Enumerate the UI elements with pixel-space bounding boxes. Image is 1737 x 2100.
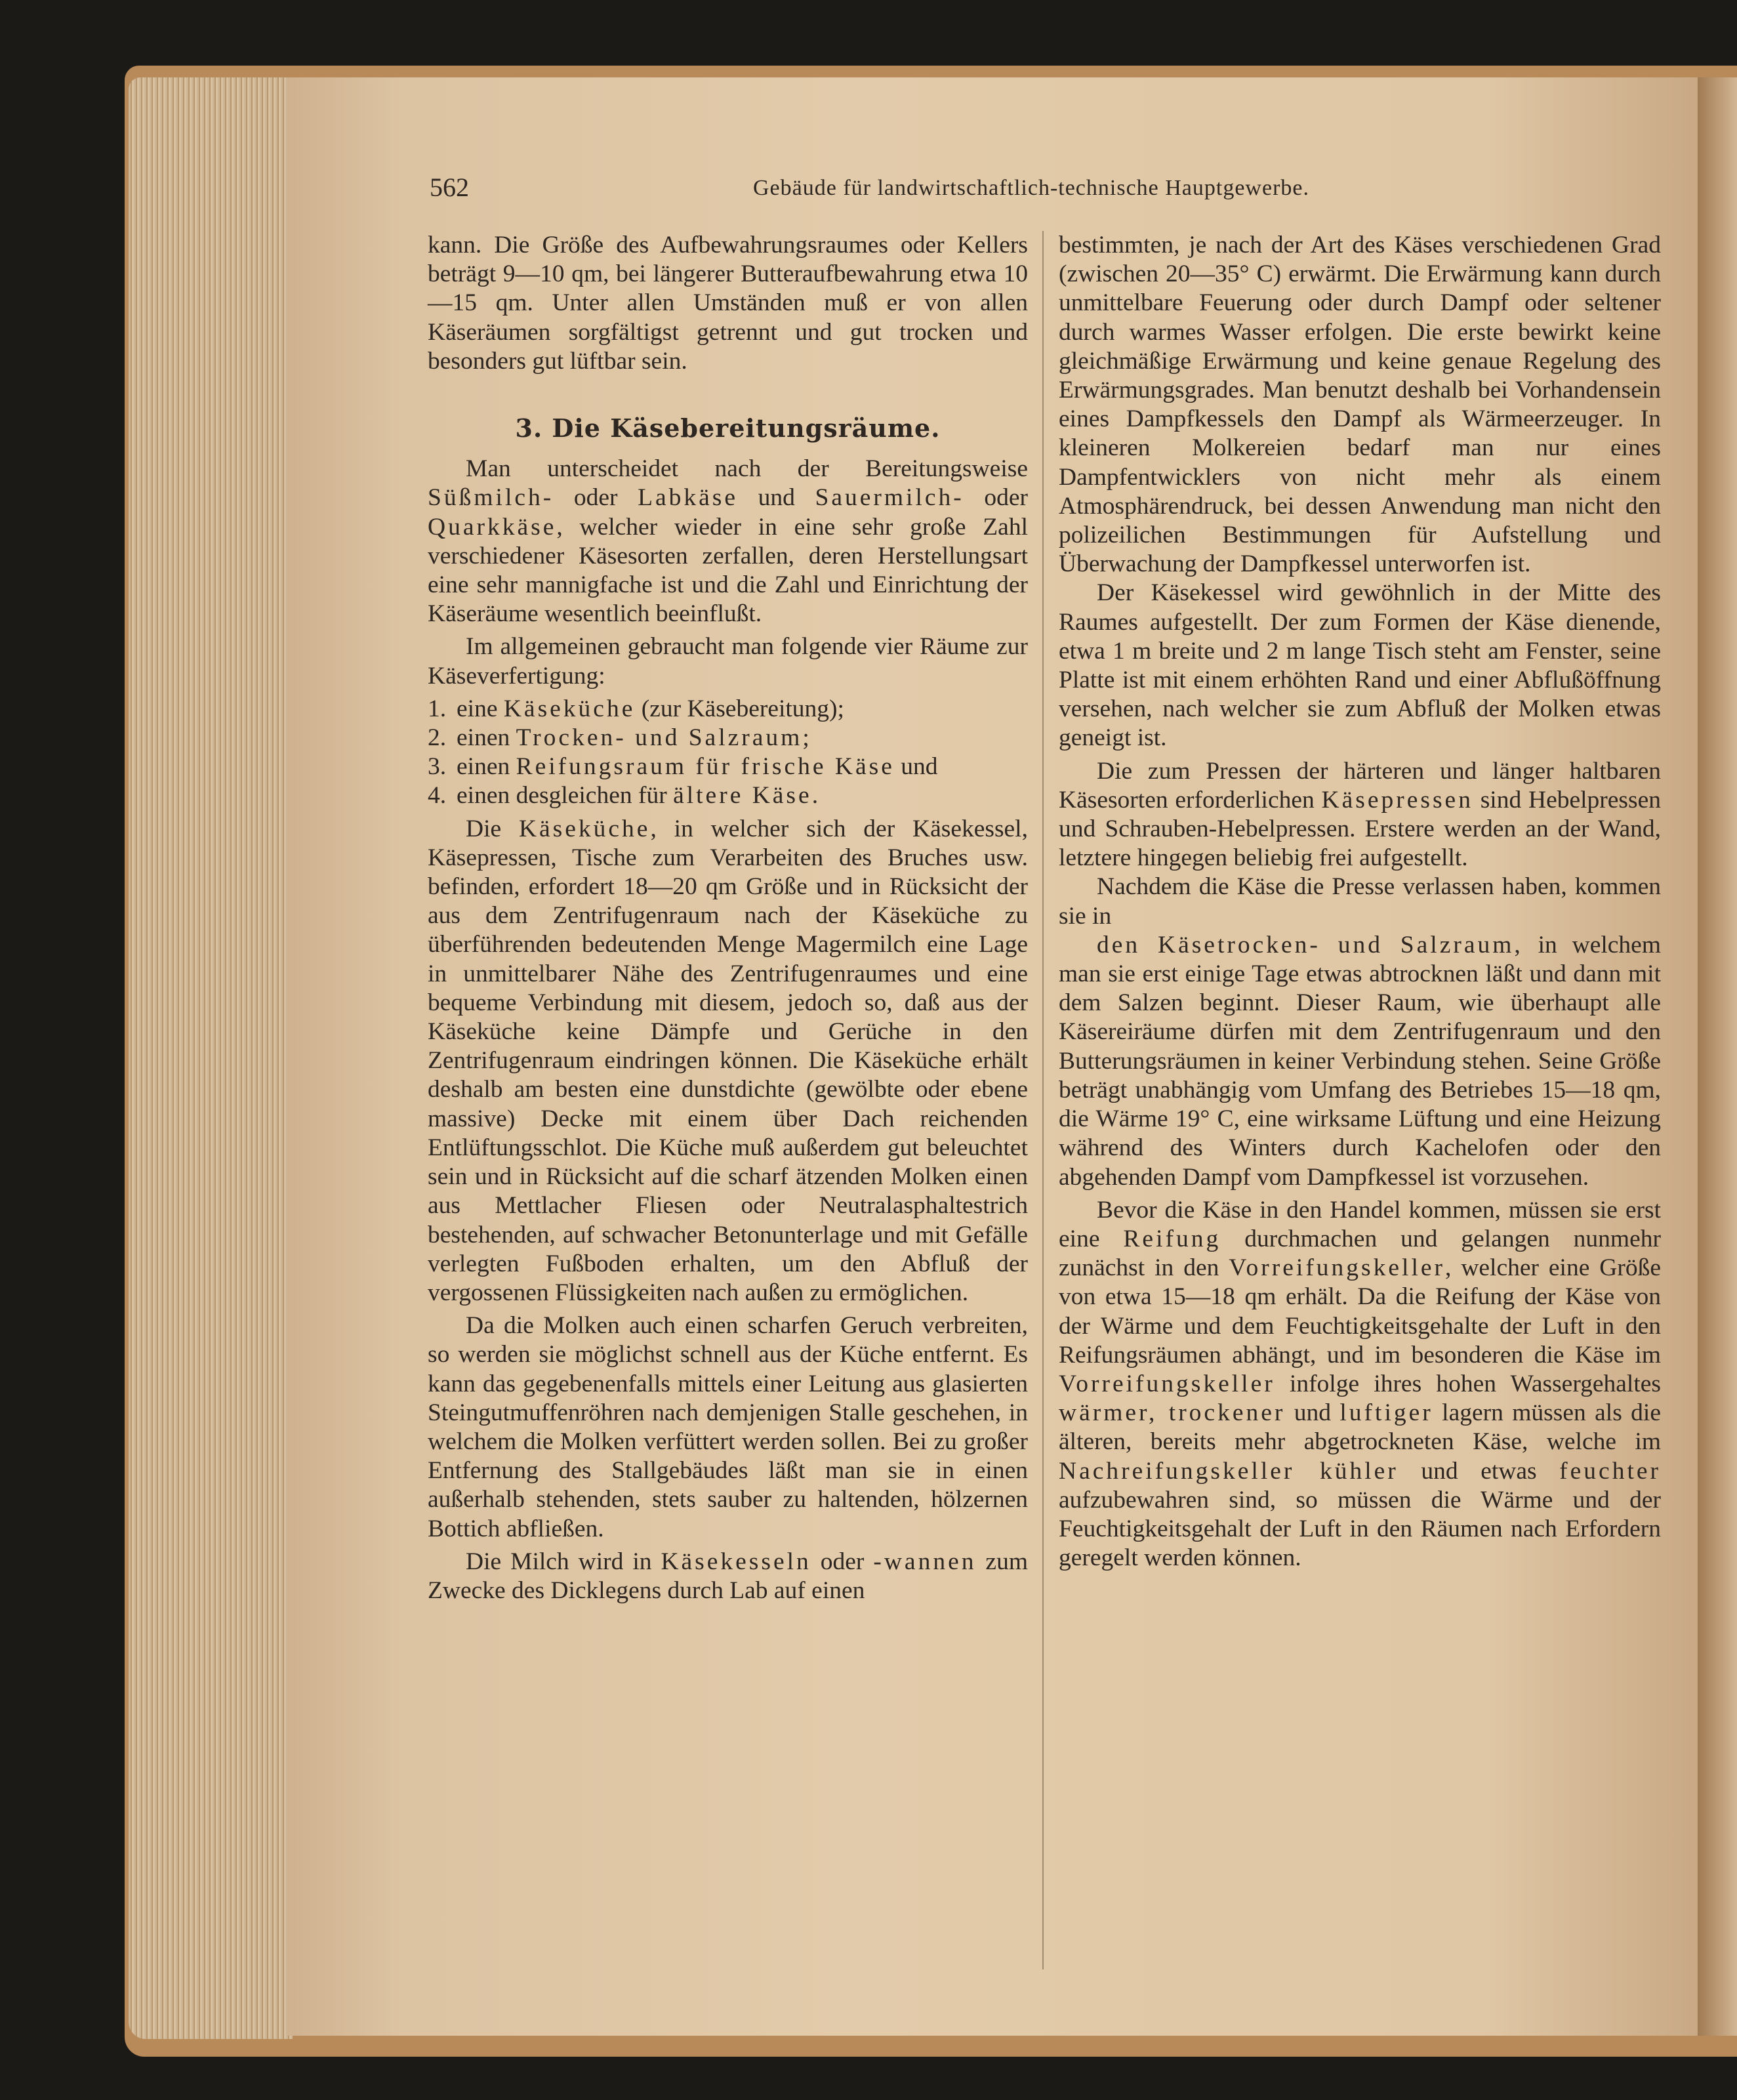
paragraph: Bevor die Käse in den Handel kommen, müssen sie erst eine Reifung durchmachen und gelangen nunmehr zunächst in den Vorreifungskeller, welcher eine Größe von etwa 15—18 qm erhält. Da die Reifung der Käse von der Wärme und dem Feuchtigkeitsgehalte der Luft in den Reifungsräumen abhängt, und im besonderen die Käse im Vorreifungskeller infolge ihres hohen Wassergehaltes wärmer, trockener und luftiger lagern müssen als die älteren, bereits mehr abgetrockneten Käse, welche im Nachreifungskeller kühler und etwas feuchter aufzubewahren sind, so müssen die Wärme und der Feuchtigkeitsgehalt der Luft in den Räumen nach Erfordern geregelt werden können. xyxy=(1059,1196,1661,1572)
facing-page-edge xyxy=(1698,77,1737,2036)
running-head: Gebäude für landwirtschaftlich-technische Hauptgewerbe. xyxy=(753,176,1309,200)
paragraph: den Käsetrocken- und Salzraum, in welchem man sie erst einige Tage etwas abtrocknen läßt und dann mit dem Salzen beginnt. Dieser Raum, wie überhaupt alle Käsereiräume dürfen mit dem Zentrifugenraum und den Butterungsräumen in keiner Verbindung stehen. Seine Größe beträgt unabhängig vom Umfang des Betriebes 15—18 qm, die Wärme 19° C, eine wirksame Lüftung und eine Heizung während des Winters durch Kachelofen oder den abgehenden Dampf vom Dampfkessel ist vorzusehen. xyxy=(1059,931,1661,1191)
paragraph: Da die Molken auch einen scharfen Geruch verbreiten, so werden sie möglichst schnell aus der Küche entfernt. Es kann das gegebenenfalls mittels einer Leitung aus glasierten Steingutmuffenröhren nach demjenigen Stalle geschehen, in welchem die Molken verfüttert werden sollen. Bei zu großer Entfernung des Stallgebäudes läßt man sie in einen außerhalb stehenden, stets sauber zu haltenden, hölzernen Bottich abfließen. xyxy=(428,1312,1028,1542)
left-column xyxy=(428,231,1028,1605)
paragraph: Man unterscheidet nach der Bereitungsweise Süßmilch- oder Labkäse und Sauermilch- oder Quarkkäse, welcher wieder in eine sehr große Zahl verschiedener Käsesorten zerfallen, deren Herstellungsart eine sehr mannigfache ist und die Zahl und Einrichtung der Käseräume wesentlich beeinflußt. xyxy=(428,455,1028,628)
list-item: 1. eine Käseküche (zur Käsebereitung); xyxy=(428,695,844,722)
paragraph: Nachdem die Käse die Presse verlassen haben, kommen sie in xyxy=(1059,873,1661,930)
list-item: 2. einen Trocken- und Salzraum; xyxy=(428,724,809,752)
paragraph: Der Käsekessel wird gewöhnlich in der Mitte des Raumes aufgestellt. Der zum Formen der Käse dienende, etwa 1 m breite und 2 m lange Tisch steht am Fenster, seine Platte ist mit einem erhöhten Rand und einer Abflußöffnung versehen, nach welcher sie zum Abfluß der Molken etwas geneigt ist. xyxy=(1059,579,1661,752)
list-item: 3. einen Reifungsraum für frische Käse und xyxy=(428,753,938,781)
paragraph: Im allgemeinen gebraucht man folgende vier Räume zur Käseverfertigung: xyxy=(428,633,1028,690)
room-list xyxy=(428,695,1028,811)
page-number: 562 xyxy=(430,173,469,202)
list-item: 4. einen desgleichen für ältere Käse. xyxy=(428,782,819,810)
paragraph: Die zum Pressen der härteren und länger haltbaren Käsesorten erforderlichen Käsepressen sind Hebelpressen und Schrauben-Hebelpressen. Erstere werden an der Wand, letztere hingegen beliebig frei aufgestellt. xyxy=(1059,757,1661,872)
paragraph: kann. Die Größe des Aufbewahrungsraumes oder Kellers beträgt 9—10 qm, bei längerer Butteraufbewahrung etwa 10—15 qm. Unter allen Umständen muß er von allen Käseräumen sorgfältigst getrennt und gut trocken und besonders gut lüftbar sein. xyxy=(428,232,1028,375)
paragraph: bestimmten, je nach der Art des Käses verschiedenen Grad (zwischen 20—35° C) erwärmt. Die Erwärmung kann durch unmittelbare Feuerung oder durch Dampf oder seltener durch warmes Wasser erfolgen. Die erste bewirkt keine gleichmäßige Erwärmung und keine genaue Regelung des Erwärmungsgrades. Man benutzt deshalb bei Vorhandensein eines Dampfkessels den Dampf als Wärmeerzeuger. In kleineren Molkereien bedarf man nur eines Dampfentwicklers von nicht mehr als einem Atmosphärendruck, bei dessen Anwendung man nicht den polizeilichen Bestimmungen für Aufstellung und Überwachung der Dampfkessel unterworfen ist. xyxy=(1059,232,1661,578)
paragraph: Die Milch wird in Käsekesseln oder -wannen zum Zwecke des Dicklegens durch Lab auf einen xyxy=(428,1548,1028,1604)
page-edges xyxy=(129,77,293,2039)
right-column xyxy=(1059,231,1661,1573)
column-rule xyxy=(1042,231,1044,1969)
paragraph: Die Käseküche, in welcher sich der Käsekessel, Käsepressen, Tische zum Verarbeiten des Bruches usw. befinden, erfordert 18—20 qm Größe und in Rücksicht der aus dem Zentrifugenraum nach der Käseküche zu überführenden bedeutenden Menge Magermilch eine Lage in unmittelbarer Nähe des Zentrifugenraumes und eine bequeme Verbindung mit diesem, jedoch so, daß aus der Käseküche keine Dämpfe und Gerüche in den Zentrifugenraum eindringen können. Die Käseküche erhält deshalb am besten eine dunstdichte (gewölbte oder ebene massive) Decke mit einem über Dach reichenden Entlüftungsschlot. Die Küche muß außerdem gut beleuchtet sein und in Rücksicht auf die scharf ätzenden Molken einen aus Mettlacher Fliesen oder Neutralasphaltestrich bestehenden, auf schwacher Betonunterlage und mit Gefälle verlegten Fußboden erhalten, um den Abfluß der vergossenen Flüssigkeiten nach außen zu ermöglichen. xyxy=(428,815,1028,1306)
section-heading: 3. Die Käsebereitungsräume. xyxy=(515,413,941,443)
